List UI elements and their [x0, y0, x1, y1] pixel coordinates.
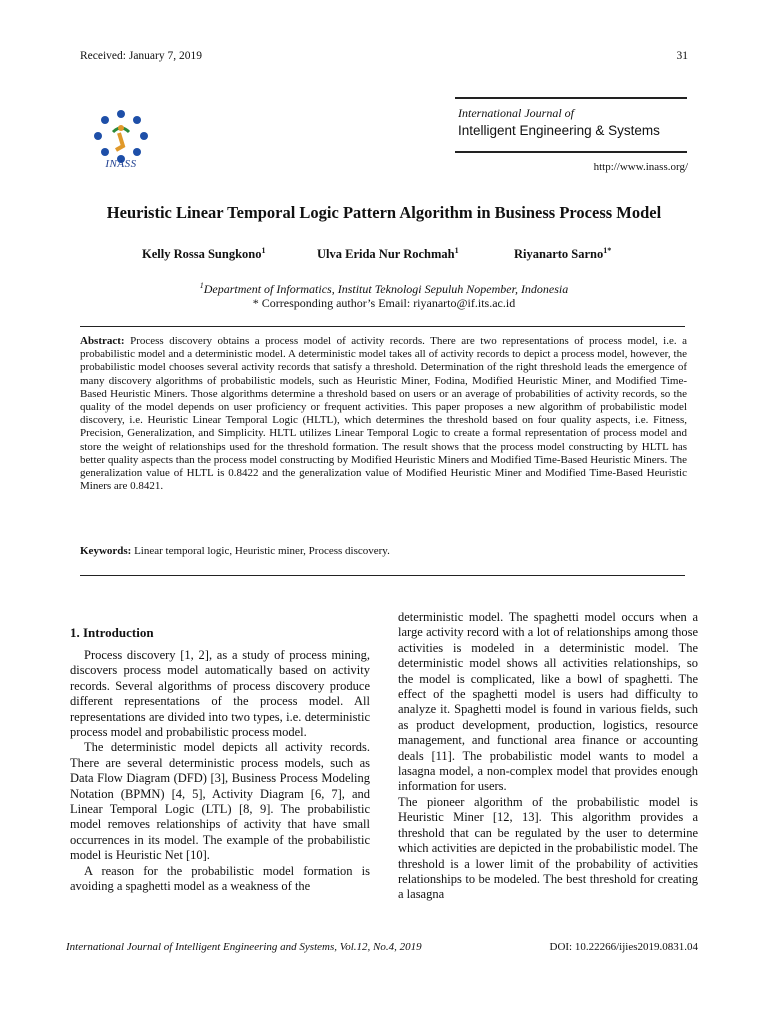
- author-name: Ulva Erida Nur Rochmah: [317, 247, 455, 262]
- paragraph: The pioneer algorithm of the probabilistic model is Heuristic Miner [12, 13]. This algorithm provides a threshold that can be regulated by the user to determine which activities are depicted in the probabilistic model. The threshold is a lower limit of the probability of activities relationships to be modeled. The best threshold for creating a lasagna: [398, 794, 698, 902]
- abstract-label: Abstract:: [80, 335, 125, 347]
- abstract-bottom-rule: [80, 575, 685, 576]
- abstract-text: Process discovery obtains a process model of activity records. There are two representations of process model, i.e. a probabilistic model and a deterministic model. A deterministic model takes all of activity records to depict a process model, however, the probabilistic model chooses several activity records that satisfy a threshold. Determination of the right threshold leads the emergence of many discovery algorithms of probabilistic models, such as Heuristic Miner, Fodina, Modified Heuristic Miner, and Modified Time-Based Heuristic Miners. Those algorithms determine a threshold based on users or an average of probabilities of activity records, so the quality of the model depends on user proficiency or frequent activities. This paper proposes a new algorithm of probabilistic model discovery, i.e. Heuristic Linear Temporal Logic (HLTL), which determines the threshold based on four quality aspects, i.e. Fitness, Precision, Generalization, and Simplicity. HLTL utilizes Linear Temporal Logic to create a formal representation of process model and store the weight of relationships used for the threshold formation. The result shows that the process model constructing by HLTL has better quality aspects than the process model constructing by Modified Heuristic Miners and Modified Time-Based Heuristic Miners. The generalization value of HLTL is 0.8422 and the generalization value of Modified Heuristic Miner and Modified Time-Based Heuristic Miners are 0.8421.: [80, 335, 688, 493]
- author-name: Kelly Rossa Sungkono: [142, 247, 262, 262]
- author-mark: 1: [261, 246, 266, 255]
- keywords-label: Keywords:: [80, 545, 132, 557]
- left-column: [70, 648, 370, 895]
- author-1: [142, 246, 265, 262]
- page-number: 31: [676, 50, 688, 62]
- journal-name-line1: International Journal of: [458, 106, 574, 120]
- section-heading-introduction: 1. Introduction: [70, 625, 154, 640]
- affiliation-mark: 1: [199, 281, 204, 290]
- abstract: [80, 335, 687, 493]
- logo-text: INASS: [105, 158, 137, 170]
- author-mark: 1: [454, 246, 459, 255]
- keywords: [80, 545, 687, 557]
- footer-doi[interactable]: DOI: 10.22266/ijies2019.0831.04: [549, 941, 698, 953]
- author-2: [317, 246, 459, 262]
- keywords-text: Linear temporal logic, Heuristic miner, Process discovery.: [134, 545, 390, 557]
- corresponding-author: * Corresponding author’s Email: riyanarto@if.its.ac.id: [252, 296, 516, 310]
- paper-title: Heuristic Linear Temporal Logic Pattern Algorithm in Business Process Model: [106, 203, 662, 222]
- received-date: Received: January 7, 2019: [80, 50, 202, 62]
- abstract-top-rule: [80, 326, 685, 327]
- right-column: [398, 610, 698, 903]
- author-mark: 1*: [603, 246, 612, 255]
- journal-name-line2: Intelligent Engineering & Systems: [458, 123, 660, 138]
- affiliation-text: Department of Informatics, Institut Teknologi Sepuluh Nopember, Indonesia: [203, 282, 569, 296]
- footer-journal-reference: International Journal of Intelligent Engineering and Systems, Vol.12, No.4, 2019: [66, 941, 422, 953]
- journal-url[interactable]: http://www.inass.org/: [593, 161, 688, 173]
- paragraph: A reason for the probabilistic model formation is avoiding a spaghetti model as a weakness of the: [70, 863, 370, 894]
- author-name: Riyanarto Sarno: [514, 247, 604, 262]
- affiliation: [60, 281, 708, 297]
- paragraph: The deterministic model depicts all activity records. There are several deterministic process models, such as Data Flow Diagram (DFD) [3], Business Process Modeling Notation (BPMN) [4, 5], Activity Diagram [6, 7], and Linear Temporal Logic (LTL) [8, 9]. The probabilistic model removes relationships of activity that have small occurrences in its model. The example of the probabilistic model is Heuristic Net [10].: [70, 740, 370, 863]
- paragraph: Process discovery [1, 2], as a study of process mining, discovers process model automatically based on activity records. Several algorithms of process discovery produce different representations of the process model. All representations are divided into two types, i.e. deterministic process model and probabilistic process model.: [70, 648, 370, 740]
- author-3: [514, 246, 611, 262]
- paragraph: deterministic model. The spaghetti model occurs when a large activity record with a lot of relationships among those activities is modeled in a deterministic model. The deterministic model shows all activities relationships, so the model is complicated, like a bowl of spaghetti. The effect of the spaghetti model is users had difficulty to analyze it. Spaghetti model is found in various fields, such as product development, production, logistics, resource management, and functional area finance or accounting deals [11]. The probabilistic model wants to model a lasagna model, a non-complex model that provides enough information for users.: [398, 610, 698, 794]
